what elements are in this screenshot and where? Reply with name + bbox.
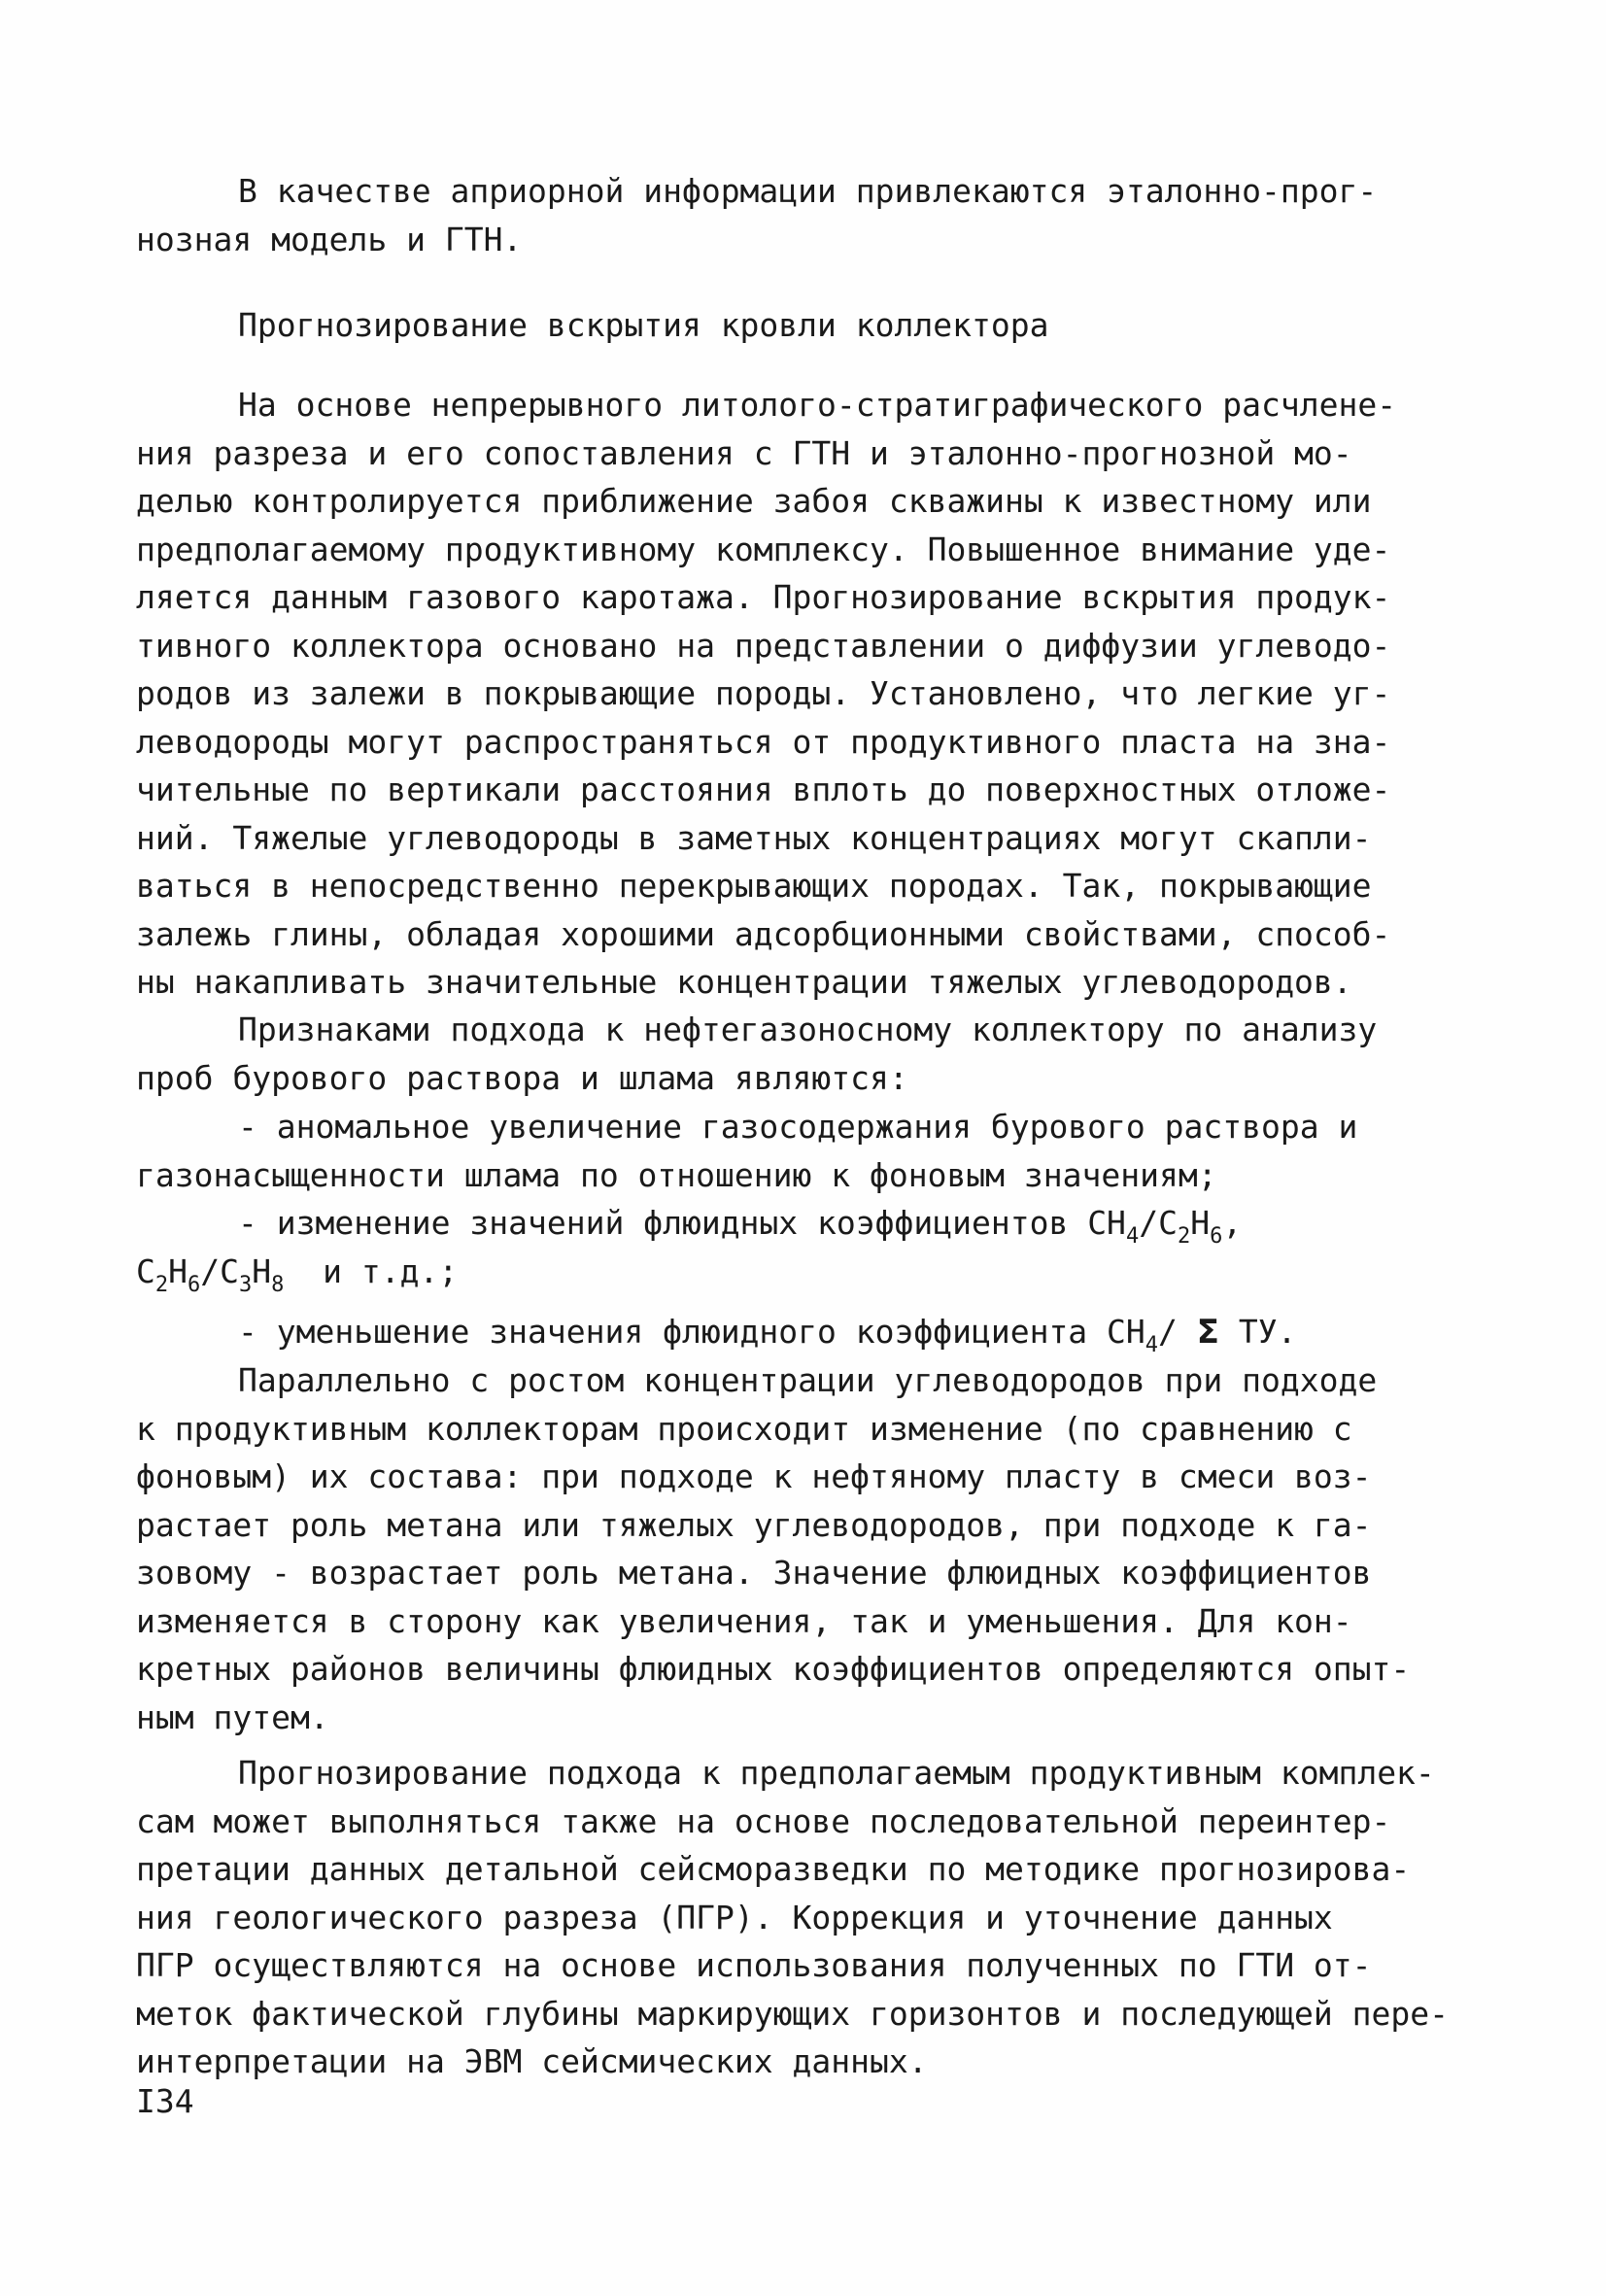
text-line: ляется данным газового каротажа. Прогнозирование вскрытия продук- <box>136 578 1391 616</box>
text-line: предполагаемому продуктивному комплексу. Повышенное внимание уде- <box>136 530 1391 568</box>
text-line: ний. Тяжелые углеводороды в заметных концентрациях могут скапли- <box>136 818 1372 857</box>
list-item <box>136 1103 1477 1199</box>
text-line: ны накапливать значительные концентрации тяжелых углеводородов. <box>136 963 1352 1001</box>
text-line: - изменение значений флюидных коэффициентов $CH_4/C_2H_6$, <box>238 1204 1243 1249</box>
text-line: интерпретации на ЭВМ сейсмических данных. <box>136 2042 928 2080</box>
text-line: родов из залежи в покрывающие породы. Установлено, что легкие уг- <box>136 674 1391 712</box>
paragraph-intro <box>136 167 1477 263</box>
text-line <box>136 1308 1477 1356</box>
text-line: ния геологического разреза (ПГР). Коррекция и уточнение данных <box>136 1898 1333 1936</box>
paragraph-parallel <box>136 1356 1477 1741</box>
page-number: I34 <box>136 2082 194 2120</box>
text-line: чительные по вертикали расстояния вплоть до поверхностных отложе- <box>136 771 1391 808</box>
text-line: Параллельно с ростом концентрации углеводородов при подходе <box>238 1361 1378 1399</box>
text-line <box>136 1248 1477 1296</box>
text-line: меток фактической глубины маркирующих горизонтов и последующей пере- <box>136 1994 1450 2033</box>
paragraph-main <box>136 381 1477 1007</box>
sigma-icon: Σ <box>1196 1313 1220 1352</box>
paragraph-forecast <box>136 1749 1477 2086</box>
heading-text: Прогнозирование вскрытия кровли коллектора <box>238 306 1049 344</box>
text-line: к продуктивным коллекторам происходит изменение (по сравнению с <box>136 1409 1352 1448</box>
text-line: сам может выполняться также на основе последовательной переинтер- <box>136 1801 1391 1840</box>
text-line: тивного коллектора основано на представлении о диффузии углеводо- <box>136 626 1391 665</box>
text-line: леводороды могут распространяться от продуктивного пласта на зна- <box>136 722 1391 761</box>
list-item-formulas <box>136 1199 1477 1295</box>
text-line: ния разреза и его сопоставления с ГТН и эталонно-прогнозной мо- <box>136 433 1352 472</box>
text-line: Прогнозирование подхода к предполагаемым продуктивным комплек- <box>238 1754 1435 1792</box>
text-line: ваться в непосредственно перекрывающих породах. Так, покрывающие <box>136 867 1372 905</box>
text-line: фоновым) их состава: при подходе к нефтяному пласту в смеси воз- <box>136 1457 1372 1495</box>
list-item-text: - изменение значений флюидных коэффициентов <box>238 1204 1088 1242</box>
text-line: ным путем. <box>136 1697 329 1736</box>
text-line: ПГР осуществляются на основе использования полученных по ГТИ от- <box>136 1946 1372 1984</box>
text-line: В качестве априорной информации привлекаются эталонно-прог- <box>238 172 1378 210</box>
text-line: На основе непрерывного литолого-стратиграфического расчлене- <box>238 386 1397 424</box>
text-line: претации данных детальной сейсморазведки по методике прогнозирова- <box>136 1850 1411 1888</box>
text-line: растает роль метана или тяжелых углеводородов, при подходе к га- <box>136 1505 1372 1544</box>
text-line: проб бурового раствора и шлама являются: <box>136 1058 908 1097</box>
text-line: нозная модель и ГТН. <box>136 220 523 258</box>
formula-ch4-c2h6: $CH_4/C_2H_6$ <box>1087 1204 1223 1249</box>
formula-c2h6-c3h8: $C_2H_6/C_3H_8$ <box>136 1251 285 1297</box>
text-line: зовому - возрастает роль метана. Значение флюидных коэффициентов <box>136 1554 1372 1592</box>
list-item-tail: ТУ. <box>1219 1313 1297 1351</box>
text-line: кретных районов величины флюидных коэффициентов определяются опыт- <box>136 1650 1411 1688</box>
text-line: Признаками подхода к нефтегазоносному коллектору по анализу <box>238 1011 1378 1048</box>
text-line: залежь глины, обладая хорошими адсорбционными свойствами, способ- <box>136 914 1391 953</box>
list-item-sigma <box>136 1308 1477 1356</box>
section-heading <box>136 301 1477 350</box>
text-line: - аномальное увеличение газосодержания бурового раствора и <box>238 1108 1358 1146</box>
text-line: изменяется в сторону как увеличения, так и уменьшения. Для кон- <box>136 1601 1352 1640</box>
list-item-text: - уменьшение значения флюидного коэффициента <box>238 1313 1108 1351</box>
paragraph-signs <box>136 1006 1477 1102</box>
list-item-suffix: и т.д.; <box>284 1251 459 1290</box>
text-line: газонасыщенности шлама по отношению к фоновым значениям; <box>136 1155 1217 1194</box>
formula-ch4-sum: $CH_4/$ Σ <box>1107 1313 1220 1357</box>
text-line: делью контролируется приближение забоя скважины к известному или <box>136 482 1372 520</box>
